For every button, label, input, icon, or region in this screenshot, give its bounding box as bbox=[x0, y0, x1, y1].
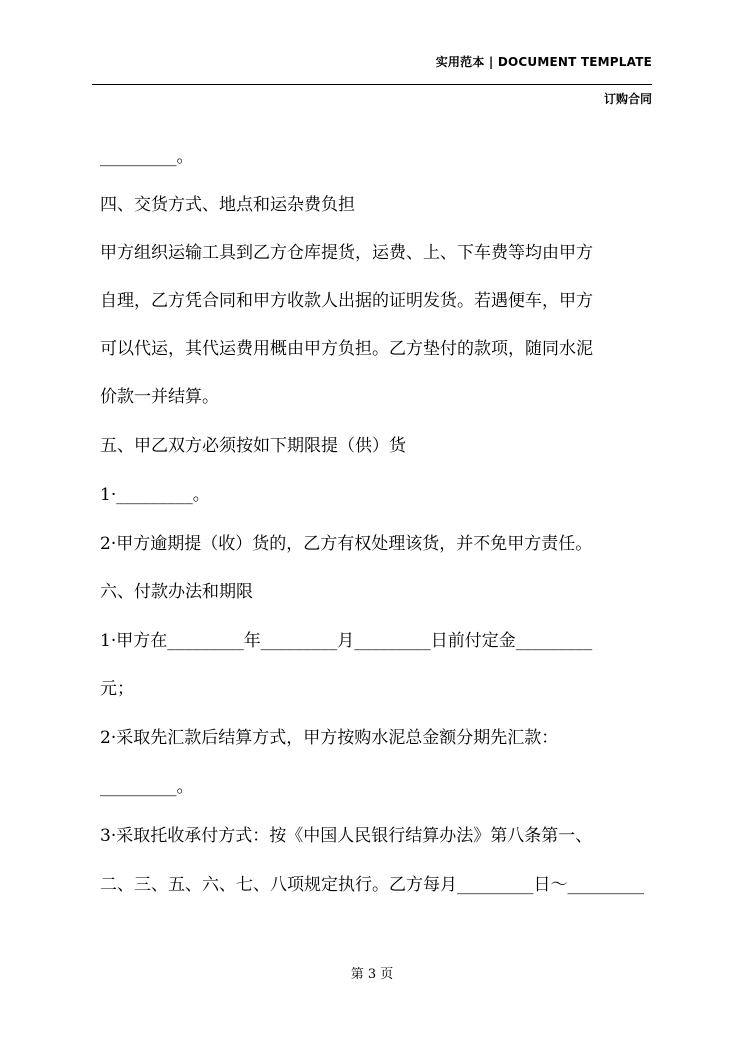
body-line: 1·甲方在_________年_________月_________日前付定金_________ bbox=[100, 631, 593, 651]
header-divider bbox=[92, 84, 652, 85]
body-line: 自理，乙方凭合同和甲方收款人出据的证明发货。若遇便车，甲方 bbox=[100, 291, 593, 311]
section-heading-payment: 六、付款办法和期限 bbox=[100, 582, 253, 602]
body-line: 3·采取托收承付方式：按《中国人民银行结算办法》第八条第一、 bbox=[100, 826, 593, 846]
body-line: 元； bbox=[100, 679, 134, 699]
page-number: 第 3 页 bbox=[350, 967, 394, 982]
body-line: 可以代运，其代运费用概由甲方负担。乙方垫付的款项，随同水泥 bbox=[100, 339, 593, 359]
body-line: 价款一并结算。 bbox=[100, 387, 219, 407]
header-title: 实用范本 | DOCUMENT TEMPLATE bbox=[435, 55, 652, 69]
body-line: 甲方组织运输工具到乙方仓库提货，运费、上、下车费等均由甲方 bbox=[100, 243, 593, 263]
section-heading-delivery: 四、交货方式、地点和运杂费负担 bbox=[100, 195, 355, 215]
body-line: 二、三、五、六、七、八项规定执行。乙方每月_________日～_________ bbox=[100, 875, 644, 895]
body-line: _________。 bbox=[100, 777, 194, 797]
body-line: _________。 bbox=[100, 147, 194, 167]
body-line: 2·甲方逾期提（收）货的，乙方有权处理该货，并不免甲方责任。 bbox=[100, 534, 593, 554]
section-heading-schedule: 五、甲乙双方必须按如下期限提（供）货 bbox=[100, 436, 406, 456]
body-line: 2·采取先汇款后结算方式，甲方按购水泥总金额分期先汇款： bbox=[100, 728, 559, 748]
body-line: 1·_________。 bbox=[100, 485, 210, 505]
header-subtitle: 订购合同 bbox=[603, 92, 652, 106]
